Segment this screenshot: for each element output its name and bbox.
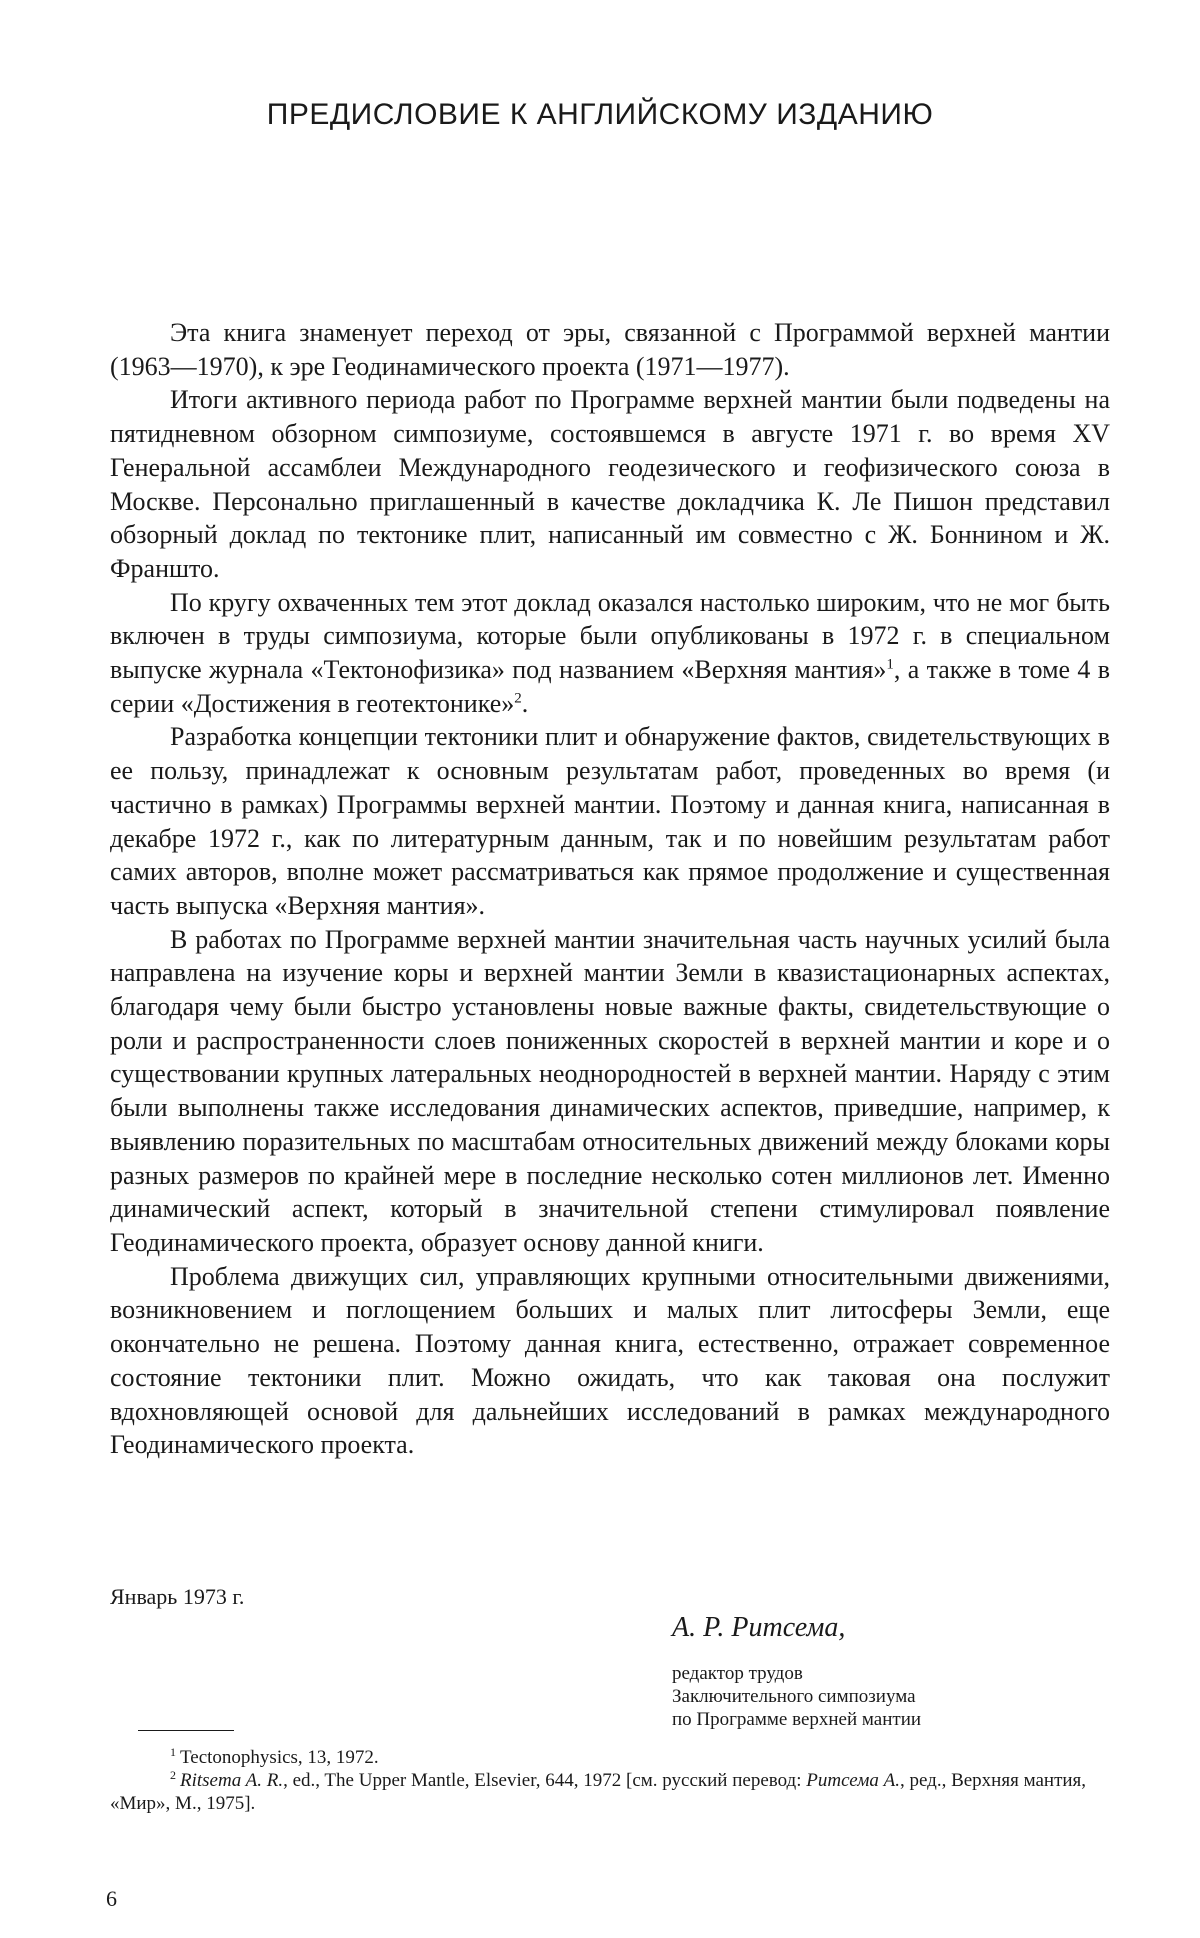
signature-role-line-2: Заключительного симпозиума <box>672 1685 1112 1708</box>
footnote-1 <box>110 1746 1110 1769</box>
signature-block <box>672 1612 1112 1731</box>
page-number: 6 <box>106 1886 117 1912</box>
paragraph-5: В работах по Программе верхней мантии значительная часть научных усилий была направлена на изучение коры и верхней мантии Земли в квазистационарных аспектах, благодаря чему были быстро установлены новые важные факты, свидетельствующие о роли и распространенности слоев пониженных скоростей в верхней мантии и коре и о существовании крупных латеральных неоднородностей в верхней мантии. Наряду с этим были выполнены также исследования динамических аспектов, приведшие, например, к выявлению поразительных по масштабам относительных движений между блоками коры разных размеров по крайней мере в последние несколько сотен миллионов лет. Именно динамический аспект, который в значительной степени стимулировал появление Геодинамического проекта, образует основу данной книги. <box>110 923 1110 1260</box>
preface-body <box>110 316 1110 1462</box>
page-title: ПРЕДИСЛОВИЕ К АНГЛИЙСКОМУ ИЗДАНИЮ <box>110 98 1090 132</box>
footnote-2-text: , ed., The Upper Mantle, Elsevier, 644, 1972 [см. русский перевод: <box>283 1770 806 1791</box>
paragraph-3-part-a: По кругу охваченных тем этот доклад оказался настолько широким, что не мог быть включен в труды симпозиума, которые были опубликованы в 1972 г. в специальном выпуске журнала «Тектонофизика» под названием «Верхняя мантия» <box>110 588 1110 684</box>
footnote-2-author: Ritsema A. R. <box>180 1770 283 1791</box>
signature-role-line-3: по Программе верхней мантии <box>672 1708 1112 1731</box>
footnote-1-mark: 1 <box>170 1745 176 1759</box>
footnote-2-author-ru: Ритсема А. <box>806 1770 900 1791</box>
footnote-1-text: Tectonophysics, 13, 1972. <box>180 1747 379 1768</box>
paragraph-3 <box>110 586 1110 721</box>
paragraph-3-part-c: . <box>522 689 529 718</box>
paragraph-2: Итоги активного периода работ по Программе верхней мантии были подведены на пятидневном обзорном симпозиуме, состоявшемся в августе 1971 г. во время XV Генеральной ассамблеи Международного геодезического и геофизического союза в Москве. Персонально приглашенный в качестве докладчика К. Ле Пишон представил обзорный доклад по тектонике плит, написанный им совместно с Ж. Боннином и Ж. Франшто. <box>110 383 1110 585</box>
signature-name: А. Р. Ритсема, <box>672 1612 1112 1644</box>
paragraph-6: Проблема движущих сил, управляющих крупными относительными движениями, возникновением и поглощением больших и малых плит литосферы Земли, еще окончательно не решена. Поэтому данная книга, естественно, отражает современное состояние тектоники плит. Можно ожидать, что как таковая она послужит вдохновляющей основой для дальнейших исследований в рамках международного Геодинамического проекта. <box>110 1260 1110 1462</box>
footnote-ref-1: 1 <box>886 656 894 672</box>
footnotes <box>110 1746 1110 1815</box>
footnote-divider <box>138 1730 234 1731</box>
footnote-2 <box>110 1769 1110 1815</box>
signature-role-line-1: редактор трудов <box>672 1662 1112 1685</box>
paragraph-3-part-b: , а также в томе 4 в серии «Достижения в геотектонике» <box>110 655 1110 718</box>
footnote-2-text-ru: , ред., Верхняя мантия, «Мир», М., 1975]. <box>110 1770 1086 1814</box>
footnote-ref-2: 2 <box>514 690 522 706</box>
date-line: Январь 1973 г. <box>110 1584 244 1610</box>
book-page <box>0 0 1200 1938</box>
paragraph-4: Разработка концепции тектоники плит и обнаружение фактов, свидетельствующих в ее пользу, принадлежат к основным результатам работ, проведенных во время (и частично в рамках) Программы верхней мантии. Поэтому и данная книга, написанная в декабре 1972 г., как по литературным данным, так и по новейшим результатам работ самих авторов, вполне может рассматриваться как прямое продолжение и существенная часть выпуска «Верхняя мантия». <box>110 720 1110 922</box>
footnote-2-mark: 2 <box>170 1768 176 1782</box>
paragraph-1: Эта книга знаменует переход от эры, связанной с Программой верхней мантии (1963—1970), к эре Геодинамического проекта (1971—1977). <box>110 316 1110 383</box>
